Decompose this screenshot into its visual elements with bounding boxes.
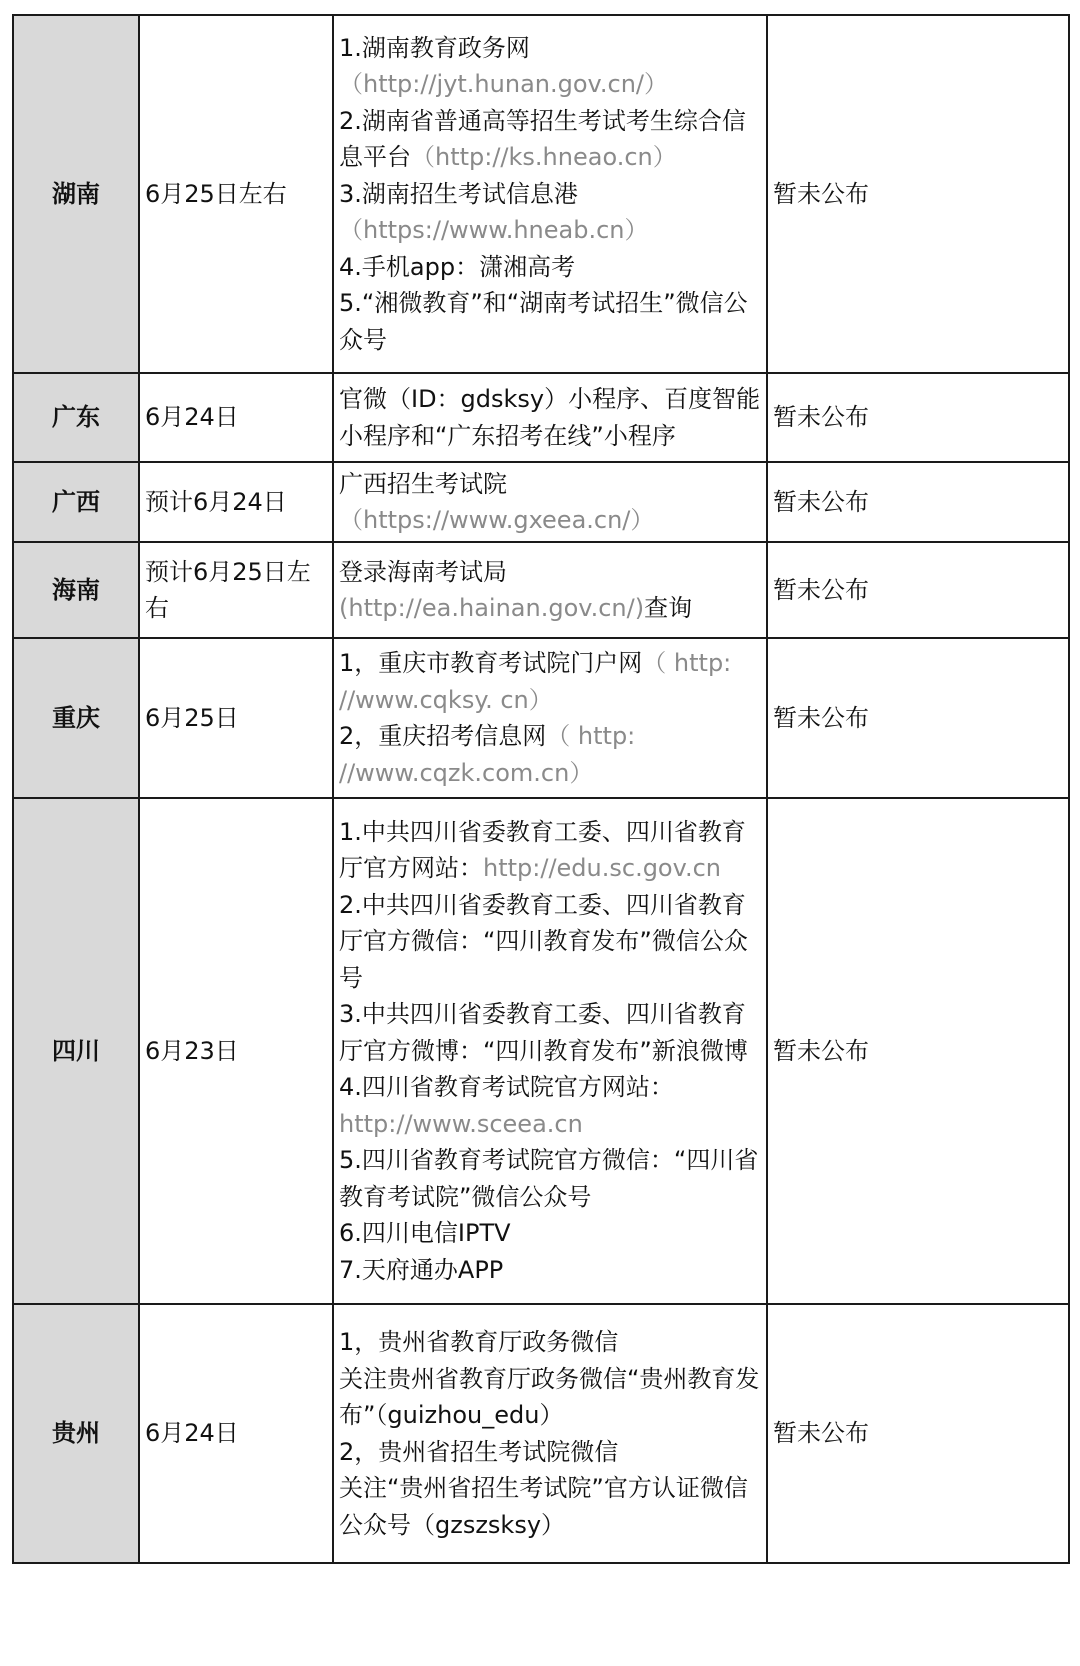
status-note-cell: 暂未公布 (767, 373, 1069, 462)
channel-entry (339, 285, 761, 358)
channel-text: 2，重庆招考信息网 (339, 722, 547, 750)
channel-entry (339, 1069, 761, 1142)
channel-url-link[interactable]: http://edu.sc.gov.cn (483, 854, 721, 883)
status-note-cell: 暂未公布 (767, 15, 1069, 373)
score-release-table (12, 14, 1070, 1564)
channel-url-link[interactable]: http://www.sceea.cn (339, 1109, 583, 1138)
province-cell: 四川 (13, 798, 139, 1304)
status-note-cell: 暂未公布 (767, 542, 1069, 638)
channel-text: 4.手机app：潇湘高考 (339, 252, 576, 281)
channel-suffix: 查询 (644, 594, 693, 622)
release-date-cell: 6月24日 (139, 373, 333, 462)
query-channel-cell (333, 462, 767, 542)
channel-entry (339, 554, 761, 627)
channel-text: 广西招生考试院 (339, 469, 507, 498)
release-date-cell: 6月25日 (139, 638, 333, 798)
channel-url-link[interactable]: (http://ea.hainan.gov.cn/) (339, 594, 645, 622)
channel-text: 3.湖南招生考试信息港 (339, 179, 578, 208)
channel-text: 6.四川电信IPTV (339, 1219, 511, 1248)
table-row (13, 798, 1069, 1304)
channel-text: 2，贵州省招生考试院微信 (339, 1437, 619, 1466)
channel-entry (339, 645, 761, 718)
channel-text: 5.“湘微教育”和“湖南考试招生”微信公众号 (339, 289, 748, 354)
channel-entry (339, 1324, 761, 1361)
query-channel-cell (333, 1304, 767, 1563)
channel-entry (339, 1434, 761, 1471)
query-channel-cell (333, 15, 767, 373)
table-row (13, 638, 1069, 798)
province-cell: 贵州 (13, 1304, 139, 1563)
channel-text: 4.四川省教育考试院官方网站： (339, 1073, 674, 1102)
channel-url-link[interactable]: （ http: //www.cqzk.com.cn） (339, 722, 636, 787)
channel-url-link[interactable]: （https://www.gxeea.cn/） (339, 506, 655, 534)
channel-text: 登录海南考试局 (339, 557, 507, 586)
table-row (13, 373, 1069, 462)
channel-entry (339, 718, 761, 791)
channel-entry (339, 814, 761, 887)
query-channel-cell (333, 638, 767, 798)
channel-text: 3.中共四川省委教育工委、四川省教育厅官方微博：“四川教育发布”新浪微博 (339, 1000, 748, 1065)
channel-entry (339, 176, 761, 249)
channel-text: 1，重庆市教育考试院门户网 (339, 649, 643, 677)
channel-entry (339, 466, 761, 539)
channel-url-link[interactable]: （ http: //www.cqksy. cn） (339, 649, 732, 714)
channel-entry (339, 249, 761, 286)
status-note-cell: 暂未公布 (767, 1304, 1069, 1563)
release-date-cell: 预计6月25日左右 (139, 542, 333, 638)
channel-text: 关注“贵州省招生考试院”官方认证微信公众号（gzszsksy） (339, 1474, 748, 1539)
status-note-cell: 暂未公布 (767, 638, 1069, 798)
channel-url-link[interactable]: （http://ks.hneao.cn） (411, 143, 677, 172)
release-date-cell: 预计6月24日 (139, 462, 333, 542)
release-date-cell: 6月25日左右 (139, 15, 333, 373)
table-row (13, 1304, 1069, 1563)
table-row (13, 15, 1069, 373)
channel-url-link[interactable]: （http://jyt.hunan.gov.cn/） (339, 70, 668, 99)
table-body (13, 15, 1069, 1563)
channel-entry (339, 30, 761, 103)
channel-text: 1，贵州省教育厅政务微信 (339, 1328, 619, 1356)
channel-url-link[interactable]: （https://www.hneab.cn） (339, 216, 649, 245)
release-date-cell: 6月24日 (139, 1304, 333, 1563)
channel-text: 1.湖南教育政务网 (339, 33, 530, 62)
channel-text: 关注贵州省教育厅政务微信“贵州教育发布”（guizhou_edu） (339, 1364, 760, 1429)
channel-entry (339, 1470, 761, 1543)
status-note-cell: 暂未公布 (767, 798, 1069, 1304)
province-cell: 重庆 (13, 638, 139, 798)
channel-entry (339, 1215, 761, 1252)
query-channel-cell (333, 373, 767, 462)
release-date-cell: 6月23日 (139, 798, 333, 1304)
channel-text: 官微（ID：gdsksy）小程序、百度智能小程序和“广东招考在线”小程序 (339, 385, 761, 450)
channel-entry (339, 1142, 761, 1215)
table-row (13, 542, 1069, 638)
channel-text: 2.中共四川省委教育工委、四川省教育厅官方微信：“四川教育发布”微信公众号 (339, 890, 748, 992)
query-channel-cell (333, 798, 767, 1304)
channel-text: 7.天府通办APP (339, 1255, 504, 1284)
query-channel-cell (333, 542, 767, 638)
channel-entry (339, 996, 761, 1069)
table-row (13, 462, 1069, 542)
channel-text: 1.中共四川省委教育工委、四川省教育厅官方网站： (339, 817, 746, 883)
channel-entry (339, 887, 761, 997)
status-note-cell: 暂未公布 (767, 462, 1069, 542)
channel-entry (339, 381, 761, 454)
channel-entry (339, 1361, 761, 1434)
channel-entry (339, 103, 761, 176)
province-cell: 海南 (13, 542, 139, 638)
province-cell: 广西 (13, 462, 139, 542)
channel-entry (339, 1252, 761, 1289)
channel-text: 2.湖南省普通高等招生考试考生综合信息平台 (339, 106, 746, 172)
province-cell: 广东 (13, 373, 139, 462)
channel-text: 5.四川省教育考试院官方微信：“四川省教育考试院”微信公众号 (339, 1146, 759, 1211)
province-cell: 湖南 (13, 15, 139, 373)
